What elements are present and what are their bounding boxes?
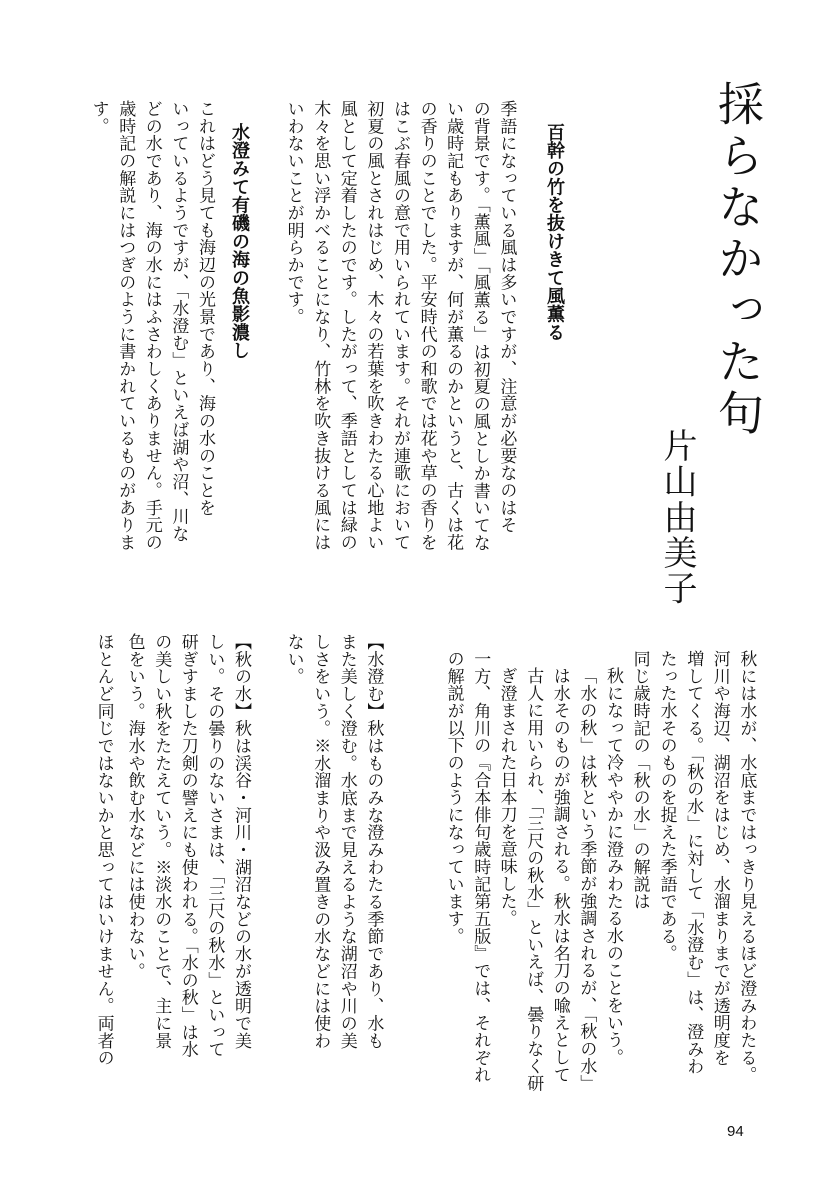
lower-paragraph-2: 同じ歳時記の「秋の水」の解説は bbox=[629, 650, 650, 911]
lower-paragraph-3: 一方、角川の『合本俳句歳時記第五版』では、それぞれ の解説が以下のようになっています。 bbox=[443, 650, 491, 1084]
page-number: 94 bbox=[727, 1123, 744, 1140]
upper-paragraph-1: 季語になっている風は多いですが、注意が必要なのはそ の背景です。「薫風」「風薫る」は初夏の風としか書いてな い歳時記もありますが、何が薫るのかというと、古くは花 の香りのことでした。平安時代の和歌では花や草の香りを はこぶ春風の意で用いられています。それが連歌において 初夏の風とされはじめ、木々の若葉を吹きわたる心地よい 風として定着したのです。したがって、季語としては緑の 木々を思い浮かべることになり、竹林を吹き抜ける風には いわないことが明らかです。 bbox=[283, 100, 517, 552]
lower-quote-4: 【秋の水】秋は渓谷・河川・湖沼などの水が透明で美 しい。その曇りのないさまは、「三尺の秋水」といって 研ぎすました刀剣の譬えにも使われる。「水の秋」は水 の美しい秋をたたえていう。※淡水のことで、主に景 色をいう。海水や飲む水などには使わない。 bbox=[124, 633, 251, 1058]
lower-paragraph-4: ほとんど同じではないかと思ってはいけません。両者の bbox=[93, 633, 114, 1067]
lower-quote-3: 【水澄む】秋はものみな澄みわたる季節であり、水も また美しく澄む。水底まで見えるような湖沼や川の美 しさをいう。※水溜まりや汲み置きの水などには使わ ない。 bbox=[283, 633, 384, 1050]
haiku-1: 百幹の竹を抜けきて風薫る bbox=[544, 123, 565, 342]
lower-quote-2: 秋になって冷ややかに澄みわたる水のことをいう。 「水の秋」は秋という季節が強調されるが、「秋の水」 は水そのものが強調される。秋水は名刀の喩えとして 古人に用いられ、「三尺の秋水」といえば、曇りなく研 ぎ澄まされた日本刀を意味した。 bbox=[496, 667, 623, 1092]
haiku-2: 水澄みて有磯の海の魚影濃し bbox=[229, 123, 250, 360]
upper-paragraph-2: これはどう見ても海辺の光景であり、海の水のことを いっているようですが、「水澄む」といえば湖や沼、川な どの水であり、海の水にはふさわしくありません。手元の 歳時記の解説にはつぎのように書かれているものがありま す。 bbox=[88, 100, 215, 551]
article-title: 採らなかった句 bbox=[711, 80, 765, 441]
lower-paragraph-1: 秋には水が、水底まではっきり見えるほど澄みわたる。 河川や海辺、湖沼をはじめ、水溜まりまでが透明度を 増してくる。「秋の水」に対して「水澄む」は、澄みわ たった水そのものを捉えた季語である。 bbox=[656, 650, 757, 1084]
author-name: 片山由美子 bbox=[657, 428, 697, 607]
